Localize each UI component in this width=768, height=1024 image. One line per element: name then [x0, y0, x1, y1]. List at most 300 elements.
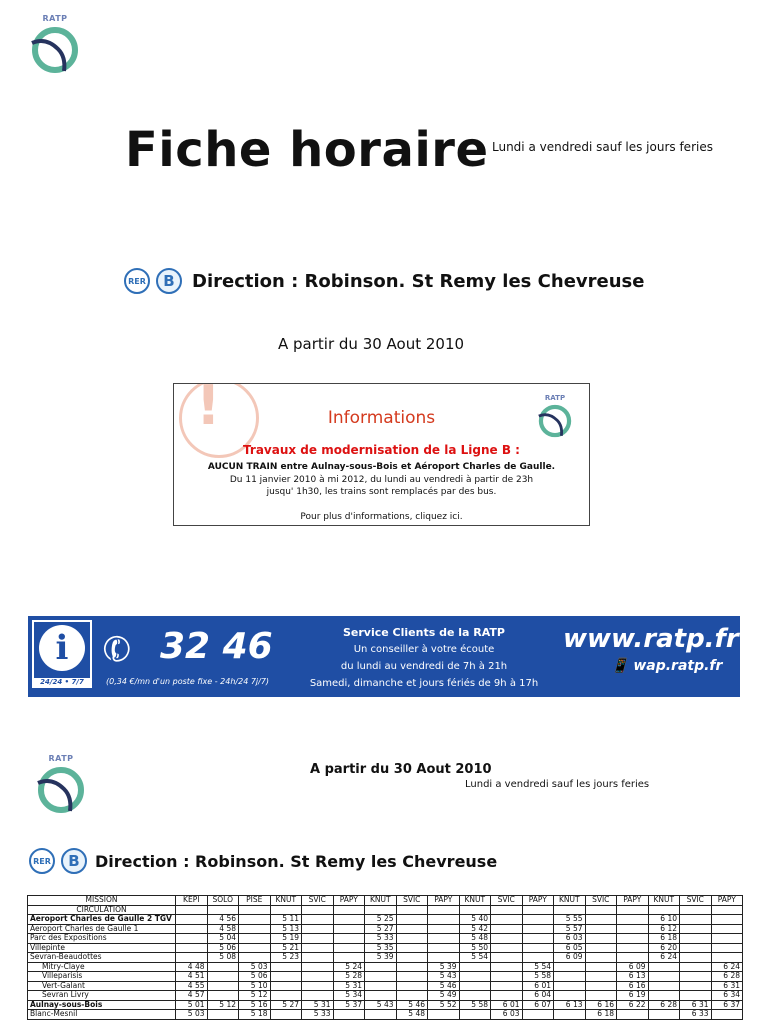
ratp-logo-icon	[34, 763, 88, 817]
departure-time	[585, 915, 617, 925]
departure-time: 4 48	[176, 962, 208, 972]
station-name: Aeroport Charles de Gaulle 2 TGV	[28, 915, 176, 925]
departure-time: 6 09	[617, 962, 649, 972]
departure-time: 5 10	[239, 981, 271, 991]
mission-code: SOLO	[207, 896, 239, 906]
effective-date-2: A partir du 30 Aout 2010	[310, 762, 492, 777]
departure-time	[333, 934, 365, 944]
departure-time	[396, 953, 428, 963]
departure-time	[491, 924, 523, 934]
departure-time: 5 13	[270, 924, 302, 934]
departure-time	[207, 1010, 239, 1020]
departure-time	[239, 924, 271, 934]
departure-time	[522, 915, 554, 925]
departure-time: 5 34	[333, 991, 365, 1001]
departure-time	[270, 962, 302, 972]
departure-time: 5 12	[239, 991, 271, 1001]
departure-time	[428, 953, 460, 963]
departure-time	[176, 915, 208, 925]
station-name: Parc des Expositions	[28, 934, 176, 944]
departure-time	[428, 943, 460, 953]
circulation-cell	[428, 905, 460, 915]
departure-time	[396, 991, 428, 1001]
info-icon-box	[32, 620, 92, 688]
departure-time: 6 31	[711, 981, 743, 991]
station-name: Mitry-Claye	[28, 962, 176, 972]
service-line: Samedi, dimanche et jours fériés de 9h à 17h	[309, 678, 539, 689]
departure-time: 5 21	[270, 943, 302, 953]
circulation-cell	[396, 905, 428, 915]
table-row	[28, 934, 743, 944]
departure-time: 5 24	[333, 962, 365, 972]
departure-time: 5 58	[459, 1000, 491, 1010]
departure-time	[428, 934, 460, 944]
departure-time	[396, 972, 428, 982]
departure-time	[617, 1010, 649, 1020]
departure-time	[648, 991, 680, 1001]
departure-time	[270, 1010, 302, 1020]
line-b-badge-icon: B	[61, 848, 87, 874]
table-row	[28, 943, 743, 953]
departure-time: 6 24	[648, 953, 680, 963]
departure-time: 6 03	[491, 1010, 523, 1020]
departure-time	[207, 981, 239, 991]
direction-text: Direction : Robinson. St Remy les Chevreuse	[95, 851, 498, 871]
departure-time: 5 28	[333, 972, 365, 982]
departure-time: 5 08	[207, 953, 239, 963]
departure-time	[302, 943, 334, 953]
departure-time: 6 28	[648, 1000, 680, 1010]
departure-time: 6 05	[554, 943, 586, 953]
mission-header-row	[28, 896, 743, 906]
mission-code: PAPY	[428, 896, 460, 906]
departure-time	[333, 953, 365, 963]
departure-time: 6 20	[648, 943, 680, 953]
departure-time	[396, 962, 428, 972]
departure-time: 5 16	[239, 1000, 271, 1010]
departure-time	[680, 972, 712, 982]
departure-time	[459, 972, 491, 982]
station-name: Blanc-Mesnil	[28, 1010, 176, 1020]
departure-time	[459, 962, 491, 972]
departure-time	[491, 972, 523, 982]
departure-time	[585, 962, 617, 972]
departure-time: 5 57	[554, 924, 586, 934]
departure-time	[302, 915, 334, 925]
departure-time: 5 39	[365, 953, 397, 963]
table-row	[28, 924, 743, 934]
departure-time	[207, 962, 239, 972]
departure-time	[365, 1010, 397, 1020]
circulation-cell	[207, 905, 239, 915]
phone-icon: ✆	[97, 626, 138, 674]
departure-time	[207, 991, 239, 1001]
departure-time: 5 06	[239, 972, 271, 982]
circulation-cell	[585, 905, 617, 915]
rer-badge-icon: RER	[29, 848, 55, 874]
departure-time	[459, 991, 491, 1001]
departure-time	[711, 1010, 743, 1020]
departure-time: 5 52	[428, 1000, 460, 1010]
info-heading: Informations	[327, 408, 436, 428]
departure-time: 5 31	[302, 1000, 334, 1010]
departure-time	[239, 943, 271, 953]
departure-time	[239, 934, 271, 944]
circulation-cell	[522, 905, 554, 915]
ratp-logo-text: RATP	[48, 754, 74, 763]
departure-time	[522, 1010, 554, 1020]
departure-time: 6 37	[711, 1000, 743, 1010]
mission-code: KNUT	[459, 896, 491, 906]
circulation-cell	[554, 905, 586, 915]
station-name: Aeroport Charles de Gaulle 1	[28, 924, 176, 934]
departure-time	[648, 972, 680, 982]
departure-time	[428, 915, 460, 925]
info-line: AUCUN TRAIN entre Aulnay-sous-Bois et Aéroport Charles de Gaulle.	[207, 462, 556, 472]
departure-time	[428, 1010, 460, 1020]
departure-time	[491, 915, 523, 925]
departure-time: 5 12	[207, 1000, 239, 1010]
circulation-row	[28, 905, 743, 915]
departure-time: 5 54	[459, 953, 491, 963]
mission-code: PAPY	[711, 896, 743, 906]
departure-time	[396, 943, 428, 953]
table-row	[28, 1000, 743, 1010]
departure-time	[270, 972, 302, 982]
departure-time: 5 49	[428, 991, 460, 1001]
departure-time	[176, 953, 208, 963]
departure-time	[554, 991, 586, 1001]
direction-text: Direction : Robinson. St Remy les Chevreuse	[192, 270, 645, 292]
departure-time: 5 54	[522, 962, 554, 972]
info-more-link[interactable]: Pour plus d'informations, cliquez ici.	[300, 512, 463, 522]
departure-time	[428, 924, 460, 934]
ratp-logo-2	[34, 754, 88, 818]
departure-time: 5 27	[365, 924, 397, 934]
departure-time	[585, 953, 617, 963]
mission-code: KNUT	[365, 896, 397, 906]
ratp-logo-text: RATP	[42, 14, 68, 23]
departure-time	[491, 943, 523, 953]
phone-tarif: (0,34 €/mn d'un poste fixe - 24h/24 7j/7)	[106, 677, 270, 686]
departure-time	[648, 1010, 680, 1020]
departure-time: 6 31	[680, 1000, 712, 1010]
info-line: Du 11 janvier 2010 à mi 2012, du lundi au vendredi à partir de 23h	[229, 475, 534, 485]
departure-time: 6 12	[648, 924, 680, 934]
info-icon: i	[39, 625, 85, 671]
departure-time	[239, 953, 271, 963]
departure-time: 5 43	[365, 1000, 397, 1010]
departure-time: 5 23	[270, 953, 302, 963]
circulation-cell	[711, 905, 743, 915]
service-line: Un conseiller à votre écoute	[353, 644, 495, 655]
departure-time: 6 22	[617, 1000, 649, 1010]
table-row	[28, 981, 743, 991]
mobile-icon: 📱	[611, 658, 629, 674]
departure-time	[207, 972, 239, 982]
departure-time	[617, 943, 649, 953]
departure-time	[302, 934, 334, 944]
departure-time: 6 01	[491, 1000, 523, 1010]
departure-time	[680, 924, 712, 934]
table-row	[28, 962, 743, 972]
departure-time	[680, 953, 712, 963]
departure-time: 5 04	[207, 934, 239, 944]
info-title: Travaux de modernisation de la Ligne B :	[243, 443, 520, 457]
departure-time	[396, 924, 428, 934]
departure-time: 6 24	[711, 962, 743, 972]
mission-code: PAPY	[333, 896, 365, 906]
departure-time: 6 01	[522, 981, 554, 991]
departure-time	[491, 962, 523, 972]
departure-time	[459, 981, 491, 991]
departure-time: 6 03	[554, 934, 586, 944]
direction-header-2	[29, 848, 497, 874]
departure-time	[648, 962, 680, 972]
ratp-logo	[28, 14, 82, 78]
circulation-cell	[491, 905, 523, 915]
departure-time	[396, 915, 428, 925]
departure-time	[680, 991, 712, 1001]
info-ratp-logo-text: RATP	[544, 394, 566, 402]
circulation-cell	[648, 905, 680, 915]
direction-header	[124, 268, 644, 294]
effective-date: A partir du 30 Aout 2010	[278, 335, 465, 353]
departure-time: 5 03	[176, 1010, 208, 1020]
info-ratp-icon	[536, 402, 574, 440]
departure-time	[333, 924, 365, 934]
departure-time: 6 34	[711, 991, 743, 1001]
mission-label: MISSION	[28, 896, 176, 906]
departure-time: 4 57	[176, 991, 208, 1001]
mission-code: KNUT	[270, 896, 302, 906]
departure-time	[302, 972, 334, 982]
mission-code: SVIC	[396, 896, 428, 906]
departure-time: 5 39	[428, 962, 460, 972]
circulation-cell	[459, 905, 491, 915]
departure-time	[554, 972, 586, 982]
circulation-label: CIRCULATION	[28, 905, 176, 915]
service-title: Service Clients de la RATP	[343, 626, 505, 639]
departure-time	[459, 1010, 491, 1020]
mission-code: KEPI	[176, 896, 208, 906]
departure-time	[522, 924, 554, 934]
departure-time: 5 11	[270, 915, 302, 925]
info-ratp-logo	[536, 394, 574, 444]
service-line: du lundi au vendredi de 7h à 21h	[340, 661, 508, 672]
departure-time: 5 01	[176, 1000, 208, 1010]
departure-time	[396, 934, 428, 944]
mission-code: SVIC	[491, 896, 523, 906]
departure-time: 5 48	[396, 1010, 428, 1020]
departure-time	[711, 915, 743, 925]
departure-time: 6 16	[617, 981, 649, 991]
departure-time: 5 46	[428, 981, 460, 991]
departure-time: 5 58	[522, 972, 554, 982]
departure-time	[680, 981, 712, 991]
departure-time	[554, 1010, 586, 1020]
service-info	[308, 624, 540, 692]
departure-time: 5 27	[270, 1000, 302, 1010]
departure-time	[365, 991, 397, 1001]
departure-time: 5 37	[333, 1000, 365, 1010]
circulation-cell	[302, 905, 334, 915]
departure-time: 6 16	[585, 1000, 617, 1010]
departure-time	[491, 934, 523, 944]
mission-code: SVIC	[302, 896, 334, 906]
departure-time	[302, 991, 334, 1001]
departure-time	[491, 953, 523, 963]
departure-time	[585, 972, 617, 982]
departure-time: 6 10	[648, 915, 680, 925]
departure-time	[711, 943, 743, 953]
phone-number: 32 46	[160, 626, 273, 667]
departure-time	[617, 924, 649, 934]
table-row	[28, 1010, 743, 1020]
departure-time: 5 55	[554, 915, 586, 925]
departure-time: 6 28	[711, 972, 743, 982]
departure-time: 6 19	[617, 991, 649, 1001]
departure-time: 4 56	[207, 915, 239, 925]
station-name: Vert-Galant	[28, 981, 176, 991]
departure-time	[680, 915, 712, 925]
departure-time: 6 13	[554, 1000, 586, 1010]
circulation-cell	[365, 905, 397, 915]
departure-time	[491, 991, 523, 1001]
banner-hours: 24/24 • 7/7	[34, 678, 90, 686]
departure-time	[302, 981, 334, 991]
departure-time	[176, 924, 208, 934]
info-line: jusqu' 1h30, les trains sont remplacés par des bus.	[266, 487, 497, 497]
departure-time	[680, 943, 712, 953]
mission-code: KNUT	[648, 896, 680, 906]
mission-code: PAPY	[522, 896, 554, 906]
departure-time	[333, 1010, 365, 1020]
rer-badge-icon: RER	[124, 268, 150, 294]
station-name: Villeparisis	[28, 972, 176, 982]
departure-time	[680, 934, 712, 944]
departure-time: 6 04	[522, 991, 554, 1001]
departure-time: 5 33	[365, 934, 397, 944]
departure-time	[617, 915, 649, 925]
departure-time: 5 33	[302, 1010, 334, 1020]
info-box[interactable]	[173, 383, 590, 526]
departure-time	[585, 934, 617, 944]
departure-time	[365, 962, 397, 972]
departure-time	[270, 991, 302, 1001]
table-row	[28, 972, 743, 982]
page-subtitle-2: Lundi a vendredi sauf les jours feries	[465, 779, 650, 790]
circulation-cell	[617, 905, 649, 915]
departure-time: 6 07	[522, 1000, 554, 1010]
departure-time	[585, 943, 617, 953]
station-name: Sevran-Beaudottes	[28, 953, 176, 963]
departure-time	[176, 943, 208, 953]
departure-time: 5 50	[459, 943, 491, 953]
station-name: Aulnay-sous-Bois	[28, 1000, 176, 1010]
station-name: Sevran Livry	[28, 991, 176, 1001]
departure-time: 5 06	[207, 943, 239, 953]
departure-time: 5 40	[459, 915, 491, 925]
table-row	[28, 915, 743, 925]
departure-time	[585, 991, 617, 1001]
line-b-badge-icon: B	[156, 268, 182, 294]
departure-time: 6 13	[617, 972, 649, 982]
departure-time	[333, 943, 365, 953]
departure-time	[365, 972, 397, 982]
departure-time	[176, 934, 208, 944]
departure-time: 5 31	[333, 981, 365, 991]
departure-time: 4 58	[207, 924, 239, 934]
schedule-table	[27, 895, 743, 1020]
departure-time	[585, 924, 617, 934]
departure-time: 6 18	[585, 1010, 617, 1020]
table-row	[28, 991, 743, 1001]
departure-time	[680, 962, 712, 972]
wap-link[interactable]	[611, 658, 722, 674]
departure-time: 6 18	[648, 934, 680, 944]
departure-time: 5 25	[365, 915, 397, 925]
mission-code: SVIC	[585, 896, 617, 906]
departure-time	[585, 981, 617, 991]
departure-time	[239, 915, 271, 925]
departure-time	[302, 953, 334, 963]
departure-time: 5 19	[270, 934, 302, 944]
departure-time: 6 09	[554, 953, 586, 963]
departure-time	[333, 915, 365, 925]
mission-code: PISE	[239, 896, 271, 906]
ratp-logo-icon	[28, 23, 82, 77]
departure-time: 5 18	[239, 1010, 271, 1020]
table-row	[28, 953, 743, 963]
departure-time	[522, 934, 554, 944]
website-link[interactable]: www.ratp.fr	[563, 624, 739, 654]
station-name: Villepinte	[28, 943, 176, 953]
departure-time	[302, 962, 334, 972]
mission-code: SVIC	[680, 896, 712, 906]
departure-time	[396, 981, 428, 991]
circulation-cell	[680, 905, 712, 915]
departure-time	[554, 962, 586, 972]
departure-time: 6 33	[680, 1010, 712, 1020]
departure-time	[617, 934, 649, 944]
departure-time: 5 46	[396, 1000, 428, 1010]
exclamation-icon: !	[196, 383, 221, 437]
departure-time	[648, 981, 680, 991]
departure-time	[270, 981, 302, 991]
departure-time	[711, 953, 743, 963]
departure-time: 5 03	[239, 962, 271, 972]
circulation-cell	[270, 905, 302, 915]
departure-time: 4 51	[176, 972, 208, 982]
departure-time	[522, 953, 554, 963]
departure-time	[711, 934, 743, 944]
departure-time	[365, 981, 397, 991]
departure-time	[302, 924, 334, 934]
departure-time: 5 35	[365, 943, 397, 953]
departure-time: 5 42	[459, 924, 491, 934]
departure-time: 5 48	[459, 934, 491, 944]
circulation-cell	[333, 905, 365, 915]
departure-time	[617, 953, 649, 963]
circulation-cell	[176, 905, 208, 915]
customer-service-banner[interactable]	[28, 616, 740, 697]
circulation-cell	[239, 905, 271, 915]
page-title: Fiche horaire	[125, 122, 489, 178]
departure-time: 4 55	[176, 981, 208, 991]
departure-time	[711, 924, 743, 934]
mission-code: KNUT	[554, 896, 586, 906]
